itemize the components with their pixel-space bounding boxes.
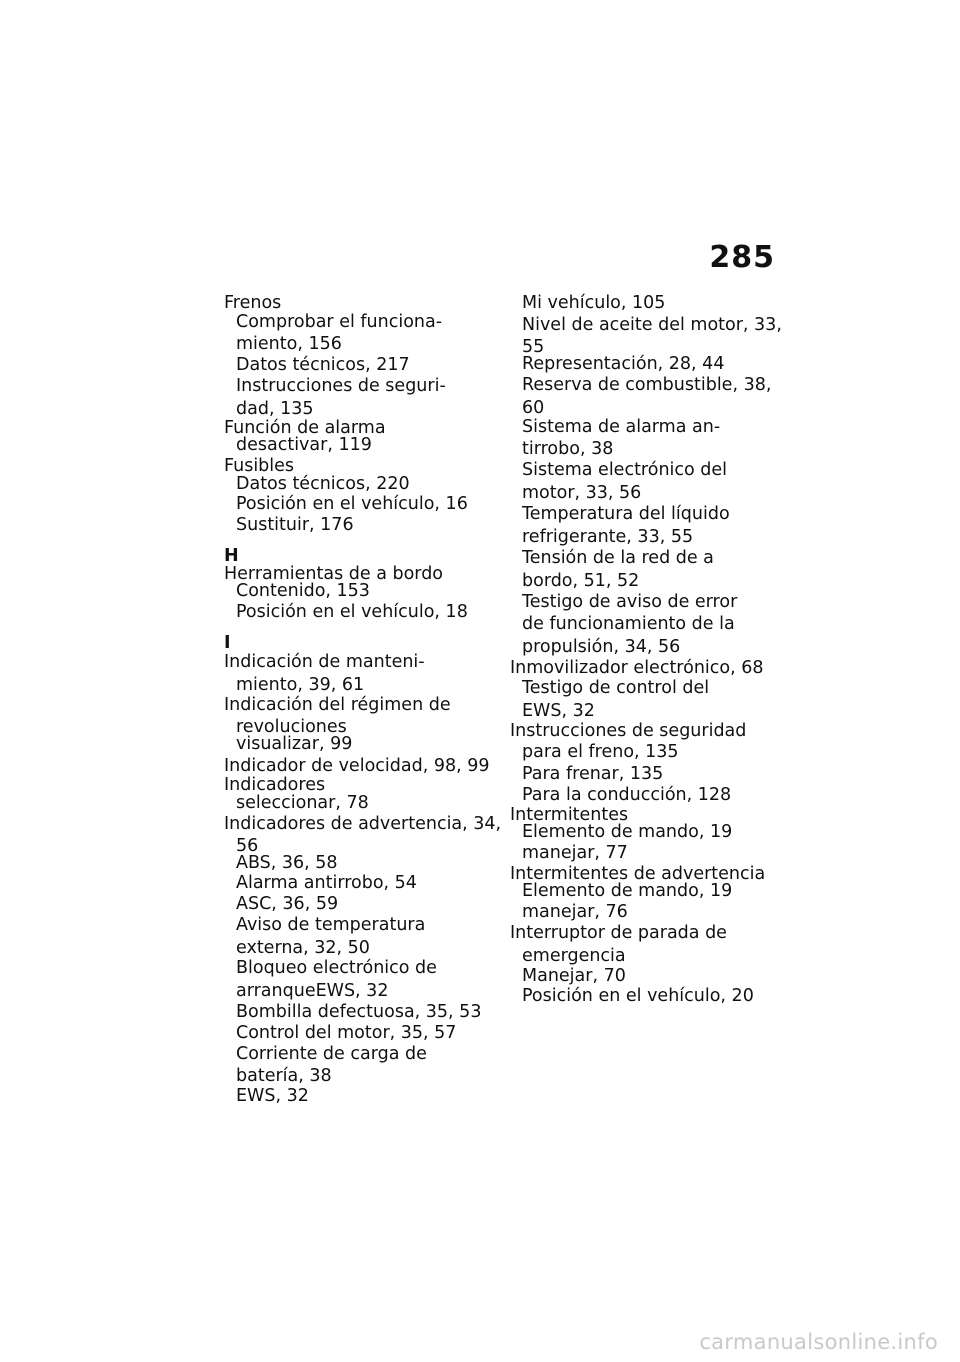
index-subentry: Control del motor, 35, 57 [236, 1023, 457, 1043]
index-subentry: Instrucciones de seguri- [236, 376, 446, 396]
index-subentry: revoluciones [236, 717, 347, 737]
index-subentry: Contenido, 153 [236, 581, 370, 601]
index-subentry: Posición en el vehículo, 18 [236, 602, 468, 622]
index-subentry: emergencia [522, 946, 626, 966]
index-subentry: manejar, 76 [522, 902, 628, 922]
index-subentry: Representación, 28, 44 [522, 354, 725, 374]
index-entry: Intermitentes de advertencia [510, 864, 766, 884]
index-subentry: seleccionar, 78 [236, 793, 369, 813]
index-subentry: refrigerante, 33, 55 [522, 527, 694, 547]
index-subentry: motor, 33, 56 [522, 483, 642, 503]
index-subentry: desactivar, 119 [236, 435, 372, 455]
index-entry: Interruptor de parada de [510, 923, 727, 943]
index-subentry: dad, 135 [236, 399, 314, 419]
index-subentry: tirrobo, 38 [522, 439, 614, 459]
index-subentry: Bloqueo electrónico de [236, 958, 437, 978]
index-letter-heading: H [224, 546, 239, 566]
index-subentry: Temperatura del líquido [522, 504, 730, 524]
index-letter-heading: I [224, 633, 231, 653]
index-subentry: Aviso de temperatura [236, 915, 426, 935]
index-subentry: Elemento de mando, 19 [522, 881, 733, 901]
index-subentry: para el freno, 135 [522, 742, 679, 762]
index-subentry: 55 [522, 337, 545, 357]
index-subentry: Para la conducción, 128 [522, 785, 732, 805]
index-subentry: externa, 32, 50 [236, 938, 370, 958]
index-subentry: Testigo de aviso de error [522, 592, 738, 612]
index-subentry: EWS, 32 [522, 701, 595, 721]
index-subentry: arranqueEWS, 32 [236, 981, 389, 1001]
index-entry: Indicación del régimen de [224, 695, 451, 715]
index-entry: Indicadores [224, 775, 326, 795]
index-subentry: batería, 38 [236, 1066, 332, 1086]
index-subentry: EWS, 32 [236, 1086, 309, 1106]
index-subentry: Datos técnicos, 220 [236, 474, 410, 494]
index-subentry: Sistema de alarma an- [522, 417, 721, 437]
index-subentry: Reserva de combustible, 38, [522, 375, 772, 395]
index-entry: Indicación de manteni- [224, 652, 425, 672]
index-subentry: ASC, 36, 59 [236, 894, 339, 914]
index-subentry: propulsión, 34, 56 [522, 637, 681, 657]
index-subentry: miento, 156 [236, 334, 342, 354]
index-entry: Herramientas de a bordo [224, 564, 444, 584]
index-subentry: Mi vehículo, 105 [522, 293, 666, 313]
index-subentry: 56 [236, 836, 259, 856]
index-entry: Función de alarma [224, 418, 386, 438]
index-entry: Instrucciones de seguridad [510, 721, 747, 741]
index-subentry: Sustituir, 176 [236, 515, 354, 535]
index-subentry: 60 [522, 398, 545, 418]
index-subentry: de funcionamiento de la [522, 614, 735, 634]
index-subentry: Comprobar el funciona- [236, 312, 443, 332]
index-subentry: ABS, 36, 58 [236, 853, 338, 873]
index-subentry: Nivel de aceite del motor, 33, [522, 315, 782, 335]
index-subentry: Posición en el vehículo, 16 [236, 494, 468, 514]
index-entry: Fusibles [224, 456, 295, 476]
index-entry: Inmovilizador electrónico, 68 [510, 658, 764, 678]
index-entry: Frenos [224, 293, 282, 313]
page-number: 285 [709, 240, 775, 275]
index-subentry: Elemento de mando, 19 [522, 822, 733, 842]
index-subentry: Alarma antirrobo, 54 [236, 873, 417, 893]
index-subentry: Datos técnicos, 217 [236, 355, 410, 375]
index-subentry: visualizar, 99 [236, 734, 353, 754]
index-entry: Intermitentes [510, 805, 629, 825]
index-subentry: Para frenar, 135 [522, 764, 664, 784]
index-subentry: bordo, 51, 52 [522, 571, 640, 591]
watermark: carmanualsonline.info [699, 1330, 938, 1354]
index-subentry: Tensión de la red de a [522, 548, 714, 568]
index-subentry: Posición en el vehículo, 20 [522, 986, 754, 1006]
index-subentry: Sistema electrónico del [522, 460, 728, 480]
index-subentry: Bombilla defectuosa, 35, 53 [236, 1002, 482, 1022]
index-subentry: miento, 39, 61 [236, 675, 365, 695]
index-subentry: Testigo de control del [522, 678, 710, 698]
index-entry: Indicadores de advertencia, 34, [224, 814, 502, 834]
index-entry: Indicador de velocidad, 98, 99 [224, 756, 490, 776]
index-subentry: Corriente de carga de [236, 1044, 427, 1064]
index-subentry: Manejar, 70 [522, 966, 626, 986]
index-subentry: manejar, 77 [522, 843, 628, 863]
